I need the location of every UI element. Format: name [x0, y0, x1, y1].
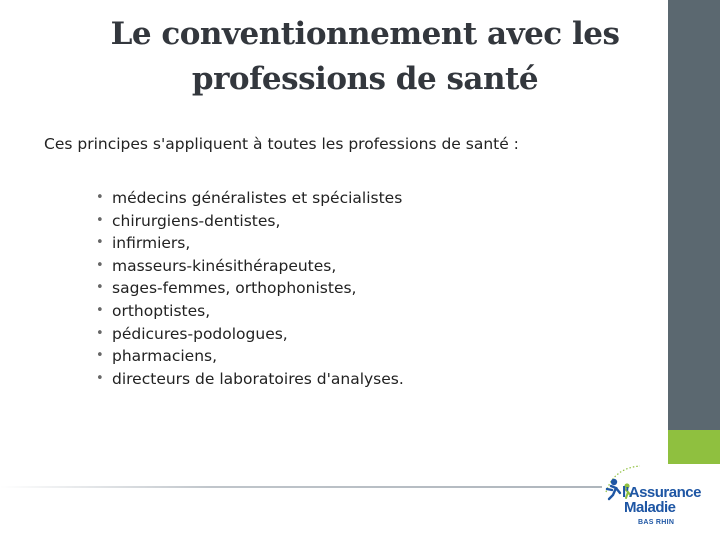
professions-list — [96, 187, 404, 390]
bullet-icon: • — [96, 212, 104, 228]
list-item-label: orthoptistes, — [112, 301, 211, 320]
list-item — [96, 323, 404, 346]
title-line-1: Le conventionnement avec les — [110, 16, 620, 52]
title-line-2: professions de santé — [191, 61, 539, 97]
list-item — [96, 255, 404, 278]
list-item — [96, 368, 404, 391]
logo-name-line-2: Maladie — [624, 499, 676, 516]
bullet-icon: • — [96, 280, 104, 296]
bullet-icon: • — [96, 302, 104, 318]
intro-text: Ces principes s'appliquent à toutes les professions de santé : — [44, 135, 519, 153]
list-item-label: pharmaciens, — [112, 347, 218, 366]
list-item-label: chirurgiens-dentistes, — [112, 211, 281, 230]
list-item-label: directeurs de laboratoires d'analyses. — [112, 369, 404, 388]
logo-region: BAS RHIN — [638, 519, 675, 526]
footer-divider — [0, 486, 602, 488]
list-item-label: médecins généralistes et spécialistes — [112, 189, 403, 207]
list-item — [96, 345, 404, 368]
list-item — [96, 187, 404, 210]
bullet-icon: • — [96, 235, 104, 251]
logo-name-line-1: l'Assurance — [622, 484, 701, 501]
list-item-label: masseurs-kinésithérapeutes, — [112, 256, 337, 275]
sidebar-green-bar — [668, 430, 720, 464]
list-item-label: sages-femmes, orthophonistes, — [112, 279, 357, 298]
bullet-icon: • — [96, 370, 104, 386]
list-item-label: infirmiers, — [112, 234, 191, 253]
bullet-icon: • — [96, 190, 104, 205]
list-item — [96, 232, 404, 255]
bullet-icon: • — [96, 348, 104, 364]
bullet-icon: • — [96, 325, 104, 341]
bullet-icon: • — [96, 257, 104, 273]
list-item — [96, 210, 404, 233]
slide-title — [30, 12, 700, 102]
list-item — [96, 300, 404, 323]
list-item-label: pédicures-podologues, — [112, 324, 288, 343]
list-item — [96, 277, 404, 300]
